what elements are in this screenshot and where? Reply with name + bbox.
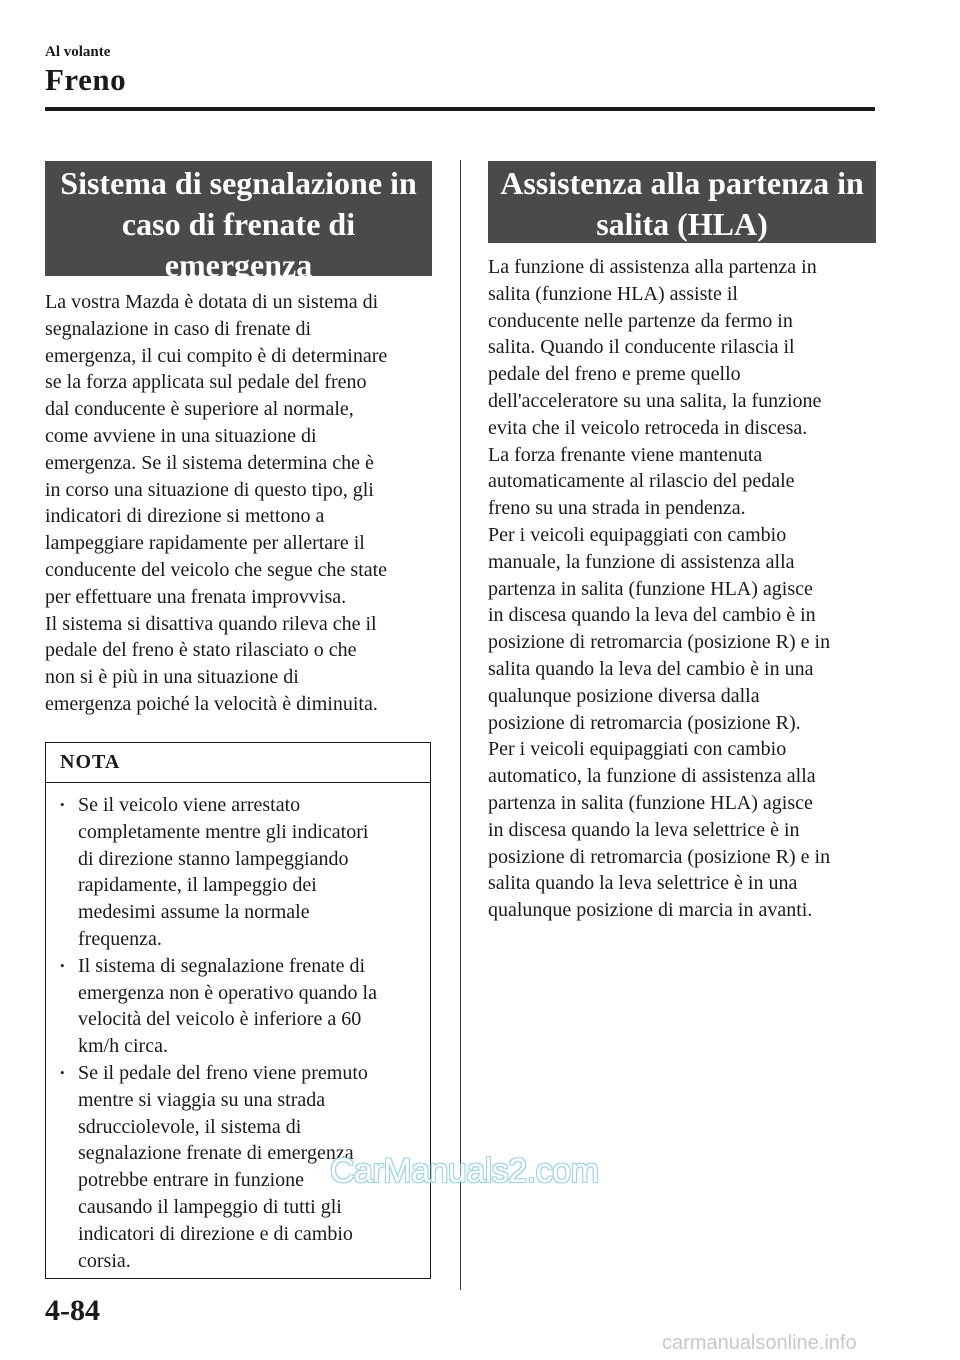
text-line: in corso una situazione di questo tipo, gli <box>45 478 374 501</box>
text-line: in discesa quando la leva del cambio è in <box>488 604 816 627</box>
hill-launch-assist-text <box>488 254 876 924</box>
text-line: non si è più in una situazione di <box>45 666 299 689</box>
text-line: automatico, la funzione di assistenza alla <box>488 765 816 788</box>
text-line: salita quando la leva del cambio è in una <box>488 657 814 680</box>
watermark: CarManuals2.com <box>330 1152 599 1190</box>
text-line: per effettuare una frenata improvvisa. <box>45 585 347 608</box>
note-list <box>46 783 430 1274</box>
emergency-brake-signal-heading <box>45 161 432 283</box>
text-line: posizione di retromarcia (posizione R). <box>488 711 801 734</box>
text-line: manuale, la funzione di assistenza alla <box>488 550 795 573</box>
text-line: pedale del freno è stato rilasciato o che <box>45 639 357 662</box>
text-line: Il sistema si disattiva quando rileva che il <box>45 612 377 635</box>
note-box <box>45 742 431 1279</box>
emergency-brake-signal-text <box>45 289 432 718</box>
text-line: come avviene in una situazione di <box>45 424 317 447</box>
text-line: segnalazione frenate di emergenza <box>78 1142 354 1165</box>
heading-line: emergenza <box>164 247 313 283</box>
text-line: • Se il veicolo viene arrestato <box>78 794 301 816</box>
heading-line: Assistenza alla partenza in <box>500 165 864 201</box>
text-line: posizione di retromarcia (posizione R) e in <box>488 631 831 654</box>
text-line: salita quando la leva selettrice è in una <box>488 872 798 895</box>
text-line: emergenza poiché la velocità è diminuita. <box>45 692 378 715</box>
text-line: medesimi assume la normale <box>78 901 310 924</box>
text-line: • Se il pedale del freno viene premuto <box>78 1061 368 1084</box>
footer-site: carmanualsonline.info <box>662 1332 857 1354</box>
hill-launch-assist-heading <box>488 161 876 243</box>
text-line: sdrucciolevole, il sistema di <box>78 1115 302 1138</box>
heading-line: Sistema di segnalazione in <box>60 165 417 201</box>
text-line: qualunque posizione di marcia in avanti. <box>488 899 813 922</box>
text-line: conducente del veicolo che segue che state <box>45 558 388 581</box>
text-line: posizione di retromarcia (posizione R) e in <box>488 845 831 868</box>
text-line: dal conducente è superiore al normale, <box>45 398 354 421</box>
text-line: Per i veicoli equipaggiati con cambio <box>488 523 787 546</box>
text-line: indicatori di direzione si mettono a <box>45 505 325 528</box>
text-line: frequenza. <box>78 927 162 950</box>
text-line: • Il sistema di segnalazione frenate di <box>78 954 366 977</box>
text-line: completamente mentre gli indicatori <box>78 820 369 843</box>
text-line: di direzione stanno lampeggiando <box>78 847 349 870</box>
text-line: salita. Quando il conducente rilascia il <box>488 336 795 359</box>
text-line: La funzione di assistenza alla partenza in <box>488 256 817 278</box>
text-line: La vostra Mazda è dotata di un sistema di <box>45 291 379 313</box>
page-number: 4-84 <box>45 1294 100 1327</box>
text-line: indicatori di direzione e di cambio <box>78 1222 353 1245</box>
text-line: emergenza non è operativo quando la <box>78 981 377 1004</box>
text-line: qualunque posizione diversa dalla <box>488 684 760 707</box>
column-divider <box>460 160 461 1290</box>
text-line: evita che il veicolo retroceda in discesa. <box>488 416 808 439</box>
text-line: salita (funzione HLA) assiste il <box>488 282 738 305</box>
heading-line: caso di frenate di <box>121 206 356 242</box>
text-line: automaticamente al rilascio del pedale <box>488 470 795 493</box>
text-line: dell'acceleratore su una salita, la funzione <box>488 389 822 412</box>
section-label: Al volante <box>45 44 111 60</box>
text-line: km/h circa. <box>78 1035 168 1058</box>
text-line: freno su una strada in pendenza. <box>488 497 746 520</box>
text-line: segnalazione in caso di frenate di <box>45 317 311 340</box>
text-line: pedale del freno e preme quello <box>488 363 741 386</box>
note-item <box>46 953 420 1060</box>
text-line: in discesa quando la leva selettrice è in <box>488 818 800 841</box>
left-column <box>45 161 432 718</box>
heading-line: salita (HLA) <box>596 206 768 242</box>
text-line: conducente nelle partenze da fermo in <box>488 309 793 332</box>
text-line: partenza in salita (funzione HLA) agisce <box>488 791 813 814</box>
text-line: corsia. <box>78 1249 131 1272</box>
text-line: emergenza. Se il sistema determina che è <box>45 451 374 474</box>
text-line: emergenza, il cui compito è di determinare <box>45 344 388 367</box>
text-line: velocità del veicolo è inferiore a 60 <box>78 1008 362 1031</box>
text-line: lampeggiare rapidamente per allertare il <box>45 532 365 555</box>
note-title: NOTA <box>46 743 430 783</box>
text-line: Per i veicoli equipaggiati con cambio <box>488 738 787 761</box>
right-column <box>488 161 876 924</box>
header-rule <box>45 107 875 111</box>
page-title: Freno <box>45 62 127 97</box>
text-line: La forza frenante viene mantenuta <box>488 443 763 466</box>
text-line: potrebbe entrare in funzione <box>78 1169 305 1192</box>
text-line: rapidamente, il lampeggio dei <box>78 874 317 897</box>
text-line: partenza in salita (funzione HLA) agisce <box>488 577 813 600</box>
text-line: mentre si viaggia su una strada <box>78 1088 326 1111</box>
text-line: causando il lampeggio di tutti gli <box>78 1195 342 1218</box>
note-item <box>46 792 420 953</box>
text-line: se la forza applicata sul pedale del freno <box>45 371 367 394</box>
